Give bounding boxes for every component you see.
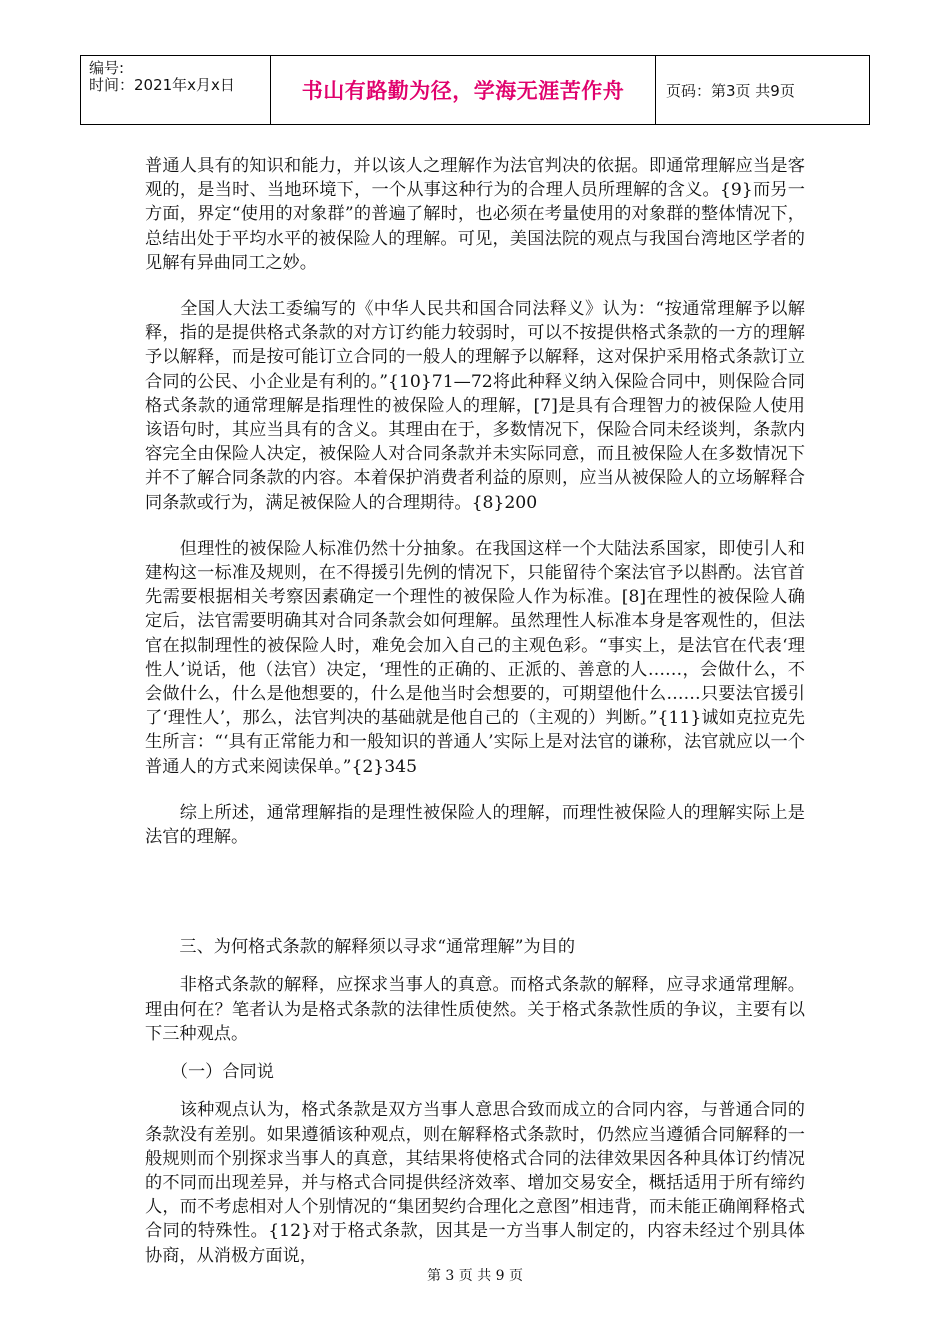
header-meta	[81, 56, 271, 124]
time-label: 时间：2021年x月x日	[89, 76, 235, 94]
paragraph-3: 但理性的被保险人标准仍然十分抽象。在我国这样一个大陆法系国家，即使引人和建构这一标准及规则，在不得援引先例的情况下，只能留待个案法官予以斟酌。法官首先需要根据相关考察因素确定一个理性的被保险人作为标准。[8]在理性的被保险人确定后，法官需要明确其对合同条款会如何理解。虽然理性人标准本身是客观性的，但法官在拟制理性的被保险人时，难免会加入自己的主观色彩。“事实上，是法官在代表‘理性人’说话，他（法官）决定，‘理性的正确的、正派的、善意的人……，会做什么，不会做什么，什么是他想要的，什么是他当时会想要的，可期望他什么……只要法官援引了‘理性人’，那么，法官判决的基础就是他自己的（主观的）判断。”{11}诚如克拉克先生所言：“‘具有正常能力和一般知识的普通人’实际上是对法官的谦称，法官就应以一个普通人的方式来阅读保单。”{2}345	[145, 538, 805, 777]
paragraph-5: 非格式条款的解释，应探求当事人的真意。而格式条款的解释，应寻求通常理解。理由何在？笔者认为是格式条款的法律性质使然。关于格式条款性质的争议，主要有以下三种观点。	[145, 975, 805, 1044]
paragraph-6: 该种观点认为，格式条款是双方当事人意思合致而成立的合同内容，与普通合同的条款没有差别。如果遵循该种观点，则在解释格式条款时，仍然应当遵循合同解释的一般规则而个别探求当事人的真意，其结果将使格式合同的法律效果因各种具体订约情况的不同而出现差异，并与格式合同提供经济效率、增加交易安全，概括适用于所有缔约人，而不考虑相对人个别情况的“集团契约合理化之意图”相违背，而未能正确阐释格式合同的特殊性。{12}对于格式条款，因其是一方当事人制定的，内容未经过个别具体协商，从消极方面说，	[145, 1100, 805, 1266]
number-label: 编号:	[89, 59, 125, 77]
subheading-contract-theory: （一）合同说	[145, 1062, 274, 1083]
paragraph-1: 普通人具有的知识和能力，并以该人之理解作为法官判决的依据。即通常理解应当是客观的，是当时、当地环境下，一个从事这种行为的合理人员所理解的含义。{9}而另一方面，界定“使用的对象群”的普遍了解时，也必须在考量使用的对象群的整体情况下，总结出处于平均水平的被保险人的理解。可见，美国法院的观点与我国台湾地区学者的见解有异曲同工之妙。	[145, 156, 805, 273]
paragraph-4: 综上所述，通常理解指的是理性被保险人的理解，而理性被保险人的理解实际上是法官的理解。	[145, 802, 805, 848]
header-page-info: 页码：第3页 共9页	[666, 81, 795, 100]
section-heading: 三、为何格式条款的解释须以寻求“通常理解”为目的	[145, 937, 576, 958]
page-header	[80, 55, 870, 125]
page-footer: 第 3 页 共 9 页	[426, 1268, 524, 1284]
paragraph-2: 全国人大法工委编写的《中华人民共和国合同法释义》认为：“按通常理解予以解释，指的是提供格式条款的对方订约能力较弱时，可以不按提供格式条款的一方的理解予以解释，而是按可能订立合同的一般人的理解予以解释，这对保护采用格式条款订立合同的公民、小企业是有利的。”{10}71—72将此种释义纳入保险合同中，则保险合同格式条款的通常理解是指理性的被保险人的理解，[7]是具有合理智力的被保险人使用该语句时，其应当具有的含义。其理由在于，多数情况下，保险合同未经谈判，条款内容完全由保险人决定，被保险人对合同条款并未实际同意，而且被保险人在多数情况下并不了解合同条款的内容。本着保护消费者利益的原则，应当从被保险人的立场解释合同条款或行为，满足被保险人的合理期待。{8}200	[145, 299, 805, 513]
header-motto: 书山有路勤为径，学海无涯苦作舟	[271, 56, 656, 124]
document-body	[145, 154, 805, 1268]
